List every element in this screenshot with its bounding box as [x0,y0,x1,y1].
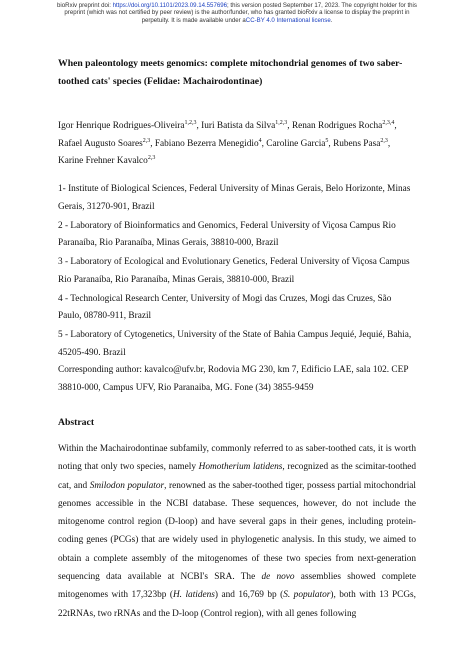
affiliation: 4 - Technological Research Center, University of Mogi das Cruzes, Mogi das Cruzes, São Paulo, 08780-911, Brazil [58,293,392,321]
abstract-text: Within the Machairodontinae subfamily, commonly referred to as saber-toothed cats, it is worth noting that only two species, namely Homotherium latidens, recognized as the scimitar-toothed cat, and Smilodon populator, renowned as the saber-toothed tiger, possess partial mitochondrial genomes accessible in the NCBI database. These sequences, however, do not include the mitogenome control region (D-loop) and have several gaps in their genes, including protein-coding genes (PCGs) that are widely used in phylogenetic analysis. In this study, we aimed to obtain a complete assembly of the mitogenomes of these two species from next-generation sequencing data available at NCBI's SRA. The de novo assemblies showed complete mitogenomes with 17,323bp (H. latidens) and 16,769 bp (S. populator), both with 13 PCGs, 22tRNAs, two rRNAs and the D-loop (Control region), with all genes following [58,444,417,619]
author: Karine Frehner Kavalco$^{2,3}$ [58,155,156,166]
author: Igor Henrique Rodrigues-Oliveira$^{1,2,3}$, [58,120,202,131]
notice-text: bioRxiv preprint doi: [57,2,113,9]
preprint-notice [0,2,474,24]
author: Caroline Garcia$^5$, [266,137,334,149]
affiliation: 1- Institute of Biological Sciences, Federal University of Minas Gerais, Belo Horizonte, Minas Gerais, 31270-901, Brazil [58,184,411,212]
affiliation: 2 - Laboratory of Bioinformatics and Genomics, Federal University of Viçosa Campus Rio Paranaíba, Rio Paranaíba, Minas Gerais, 38810-000, Brazil [58,220,396,248]
author: Fabiano Bezerra Menegidio$^4$, [154,137,267,149]
notice-line-3 [0,17,474,24]
affiliation: 5 - Laboratory of Cytogenetics, University of the State of Bahia Campus Jequié, Jequié, Bahia, 45205-490. Brazil [58,330,412,358]
license-link[interactable]: CC-BY 4.0 International license [245,16,331,24]
author: Iuri Batista da Silva$^{1,2,3}$, [201,120,292,131]
affiliations [58,181,416,364]
corresponding-author: Corresponding author: kavalco@ufv.br, Rodovia MG 230, km 7, Edificio LAE, sala 102. CEP 38810-000, Campus UFV, Rio Paranaiba, MG. Fone (34) 3855-9459 [58,365,409,393]
author: Renan Rodrigues Rocha$^{2,3,4}$, [291,120,397,131]
paper-title: When paleontology meets genomics: complete mitochondrial genomes of two saber-toothed cats' species (Felidae: Machairodontinae) [58,58,403,87]
notice-line-2: preprint (which was not certified by peer review) is the author/funder, who has granted bioRxiv a license to display the preprint in [64,9,410,17]
author-list [58,118,416,171]
affiliation: 3 - Laboratory of Ecological and Evolutionary Genetics, Federal University of Viçosa Campus Rio Paranaíba, Rio Paranaíba, Minas Gerais, 38810-000, Brazil [58,257,410,285]
abstract-heading: Abstract [58,417,95,428]
doi-link[interactable]: https://doi.org/10.1101/2023.09.14.557696 [112,2,228,9]
author: Rafael Augusto Soares$^{2,3}$, [58,137,155,149]
notice-text: perpetuity. It is made available under a [141,16,246,24]
notice-line-1 [0,2,474,9]
notice-text: ; this version posted September 17, 2023. The copyright holder for this [227,2,417,9]
notice-text: . [330,16,333,24]
author: Rubens Pasa$^{2,3}$, [333,137,391,149]
